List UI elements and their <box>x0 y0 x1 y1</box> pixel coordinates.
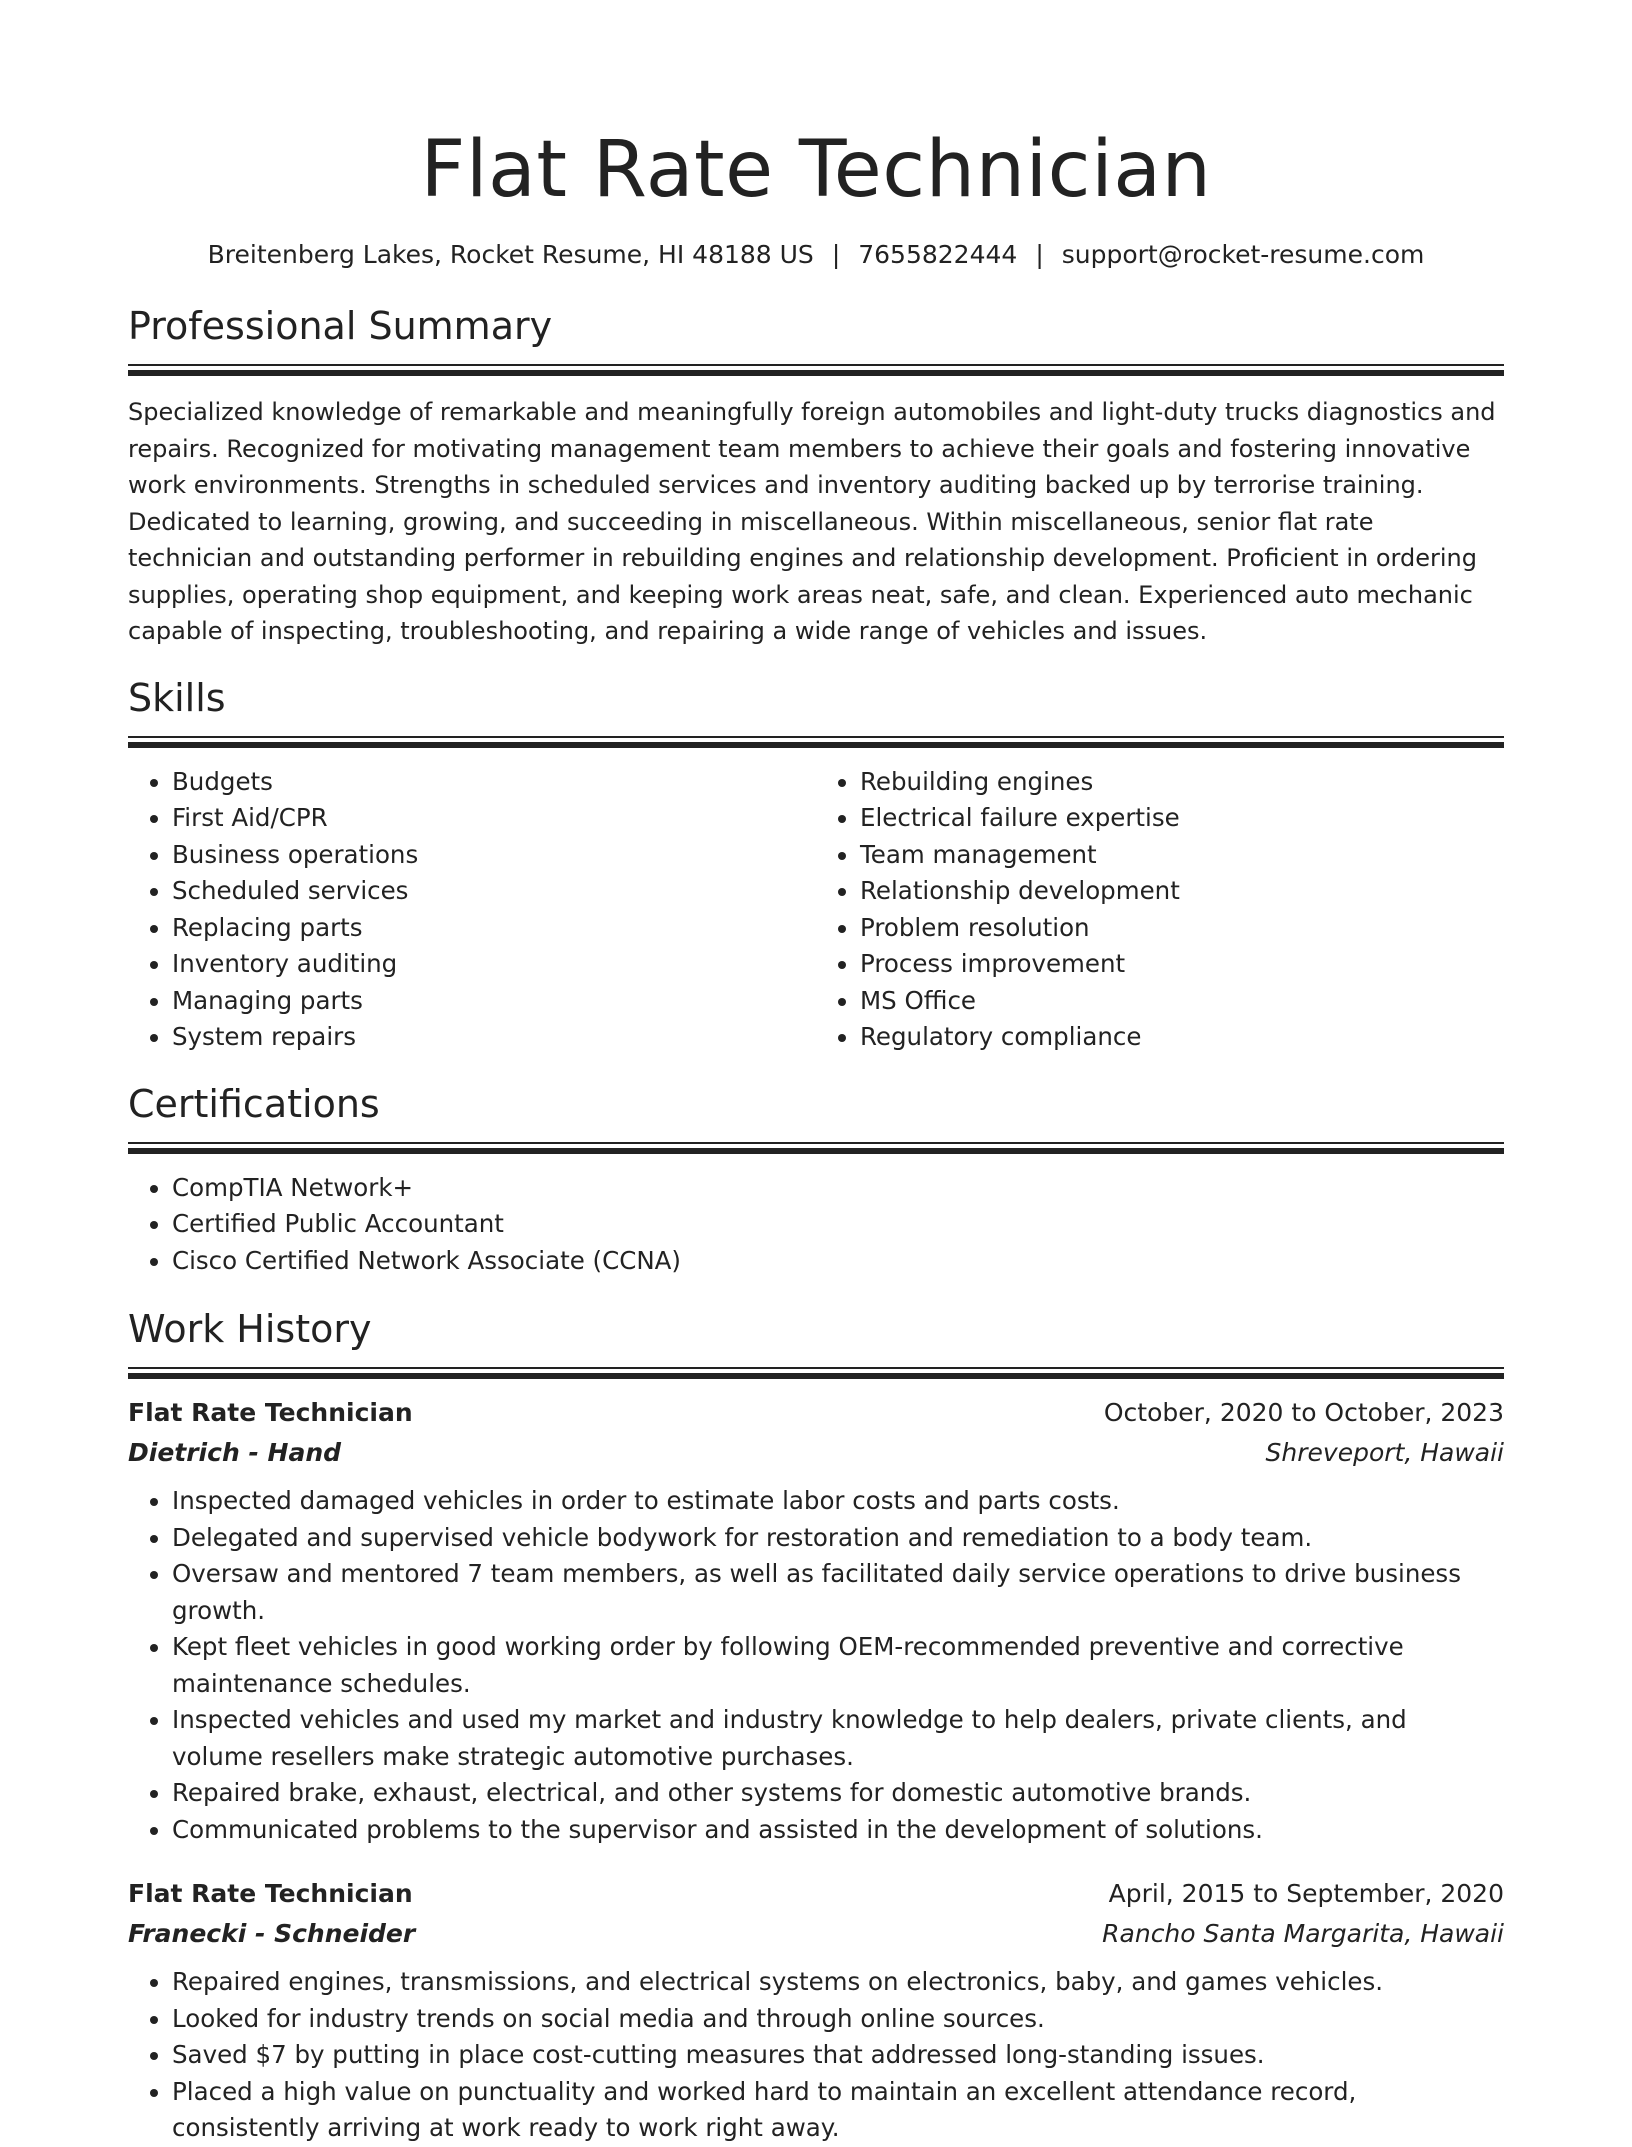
skill-item: • Problem resolution <box>860 910 1504 947</box>
skill-item: • Inventory auditing <box>172 946 816 983</box>
job-subheader <box>128 1914 1504 1954</box>
skill-item: • Relationship development <box>860 873 1504 910</box>
job-bullet: • Delegated and supervised vehicle bodywork for restoration and remediation to a body team. <box>172 1520 1504 1557</box>
contact-line <box>128 238 1504 272</box>
skill-item: • Managing parts <box>172 983 816 1020</box>
skill-item: • Scheduled services <box>172 873 816 910</box>
certification-item: • CompTIA Network+ <box>172 1170 1504 1207</box>
section-divider <box>128 736 1504 746</box>
section-title-summary: Professional Summary <box>128 304 553 348</box>
certification-item: • Certified Public Accountant <box>172 1206 1504 1243</box>
skill-item: • First Aid/CPR <box>172 800 816 837</box>
job-bullet: • Communicated problems to the supervisor and assisted in the development of solutions. <box>172 1812 1504 1849</box>
job-company: Franecki - Schneider <box>128 1919 416 1948</box>
job-bullets <box>128 1483 1504 1848</box>
job-entry <box>128 1393 1504 1848</box>
job-bullet: • Kept fleet vehicles in good working order by following OEM-recommended preventive and corrective maintenance schedules. <box>172 1629 1504 1702</box>
job-bullet: • Looked for industry trends on social media and through online sources. <box>172 2001 1504 2038</box>
job-bullet: • Repaired brake, exhaust, electrical, and other systems for domestic automotive brands. <box>172 1775 1504 1812</box>
certification-item: • Cisco Certified Network Associate (CCNA) <box>172 1243 1504 1280</box>
job-bullet: • Inspected damaged vehicles in order to estimate labor costs and parts costs. <box>172 1483 1504 1520</box>
section-divider <box>128 364 1504 374</box>
summary-text: Specialized knowledge of remarkable and meaningfully foreign automobiles and light-duty trucks diagnostics and repairs. Recognized for motivating management team members to achieve their goals and fostering innovative work environments. Strengths in scheduled services and inventory auditing backed up by terrorise training. Dedicated to learning, growing, and succeeding in miscellaneous. Within miscellaneous, senior flat rate technician and outstanding performer in rebuilding engines and relationship development. Proficient in ordering supplies, operating shop equipment, and keeping work areas neat, safe, and clean. Experienced auto mechanic capable of inspecting, troubleshooting, and repairing a wide range of vehicles and issues. <box>128 398 1496 645</box>
contact-phone: 7655822444 <box>858 240 1018 269</box>
certifications-list <box>128 1170 1504 1280</box>
certifications-section <box>128 1080 1504 1280</box>
skill-item: • Electrical failure expertise <box>860 800 1504 837</box>
job-title: Flat Rate Technician <box>128 1879 413 1908</box>
section-title-work-history: Work History <box>128 1307 372 1351</box>
job-bullet: • Placed a high value on punctuality and worked hard to maintain an excellent attendance record, consistently arriving at work ready to work right away. <box>172 2074 1504 2147</box>
skills-section <box>128 674 1504 1056</box>
summary-section <box>128 302 1504 650</box>
skill-item: • MS Office <box>860 983 1504 1020</box>
job-title: Flat Rate Technician <box>128 1398 413 1427</box>
contact-address: Breitenberg Lakes, Rocket Resume, HI 48188 US <box>207 240 814 269</box>
skills-list-left <box>128 764 816 1056</box>
job-location: Rancho Santa Margarita, Hawaii <box>1102 1919 1504 1948</box>
section-divider <box>128 1142 1504 1152</box>
skill-item: • Replacing parts <box>172 910 816 947</box>
contact-separator: | <box>1035 240 1044 269</box>
section-title-certifications: Certifications <box>128 1081 380 1126</box>
skill-item: • System repairs <box>172 1019 816 1056</box>
job-location: Shreveport, Hawaii <box>1265 1438 1504 1467</box>
skill-item: • Budgets <box>172 764 816 801</box>
section-title-skills: Skills <box>128 675 226 720</box>
contact-email: support@rocket-resume.com <box>1061 240 1425 269</box>
job-company: Dietrich - Hand <box>128 1438 342 1467</box>
job-bullet: • Oversaw and mentored 7 team members, as well as facilitated daily service operations to drive business growth. <box>172 1556 1504 1629</box>
job-bullet: • Inspected vehicles and used my market and industry knowledge to help dealers, private clients, and volume resellers make strategic automotive purchases. <box>172 1702 1504 1775</box>
job-bullet: • Repaired engines, transmissions, and electrical systems on electronics, baby, and games vehicles. <box>172 1964 1504 2001</box>
skill-item: • Process improvement <box>860 946 1504 983</box>
job-header <box>128 1393 1504 1433</box>
job-header <box>128 1874 1504 1914</box>
job-dates: October, 2020 to October, 2023 <box>1103 1398 1504 1427</box>
job-bullet: • Saved $7 by putting in place cost-cutting measures that addressed long-standing issues. <box>172 2037 1504 2074</box>
skill-item: • Business operations <box>172 837 816 874</box>
skill-item: • Team management <box>860 837 1504 874</box>
candidate-name: Flat Rate Technician <box>420 125 1212 215</box>
section-divider <box>128 1367 1504 1377</box>
job-entry <box>128 1874 1504 2147</box>
job-subheader <box>128 1433 1504 1473</box>
skills-columns <box>128 764 1504 1056</box>
job-bullets <box>128 1964 1504 2147</box>
work-history-section <box>128 1305 1504 2147</box>
contact-separator: | <box>831 240 841 269</box>
skill-item: • Regulatory compliance <box>860 1019 1504 1056</box>
job-dates: April, 2015 to September, 2020 <box>1108 1879 1504 1908</box>
resume-page <box>128 0 1504 2147</box>
skill-item: • Rebuilding engines <box>860 764 1504 801</box>
skills-list-right <box>816 764 1504 1056</box>
